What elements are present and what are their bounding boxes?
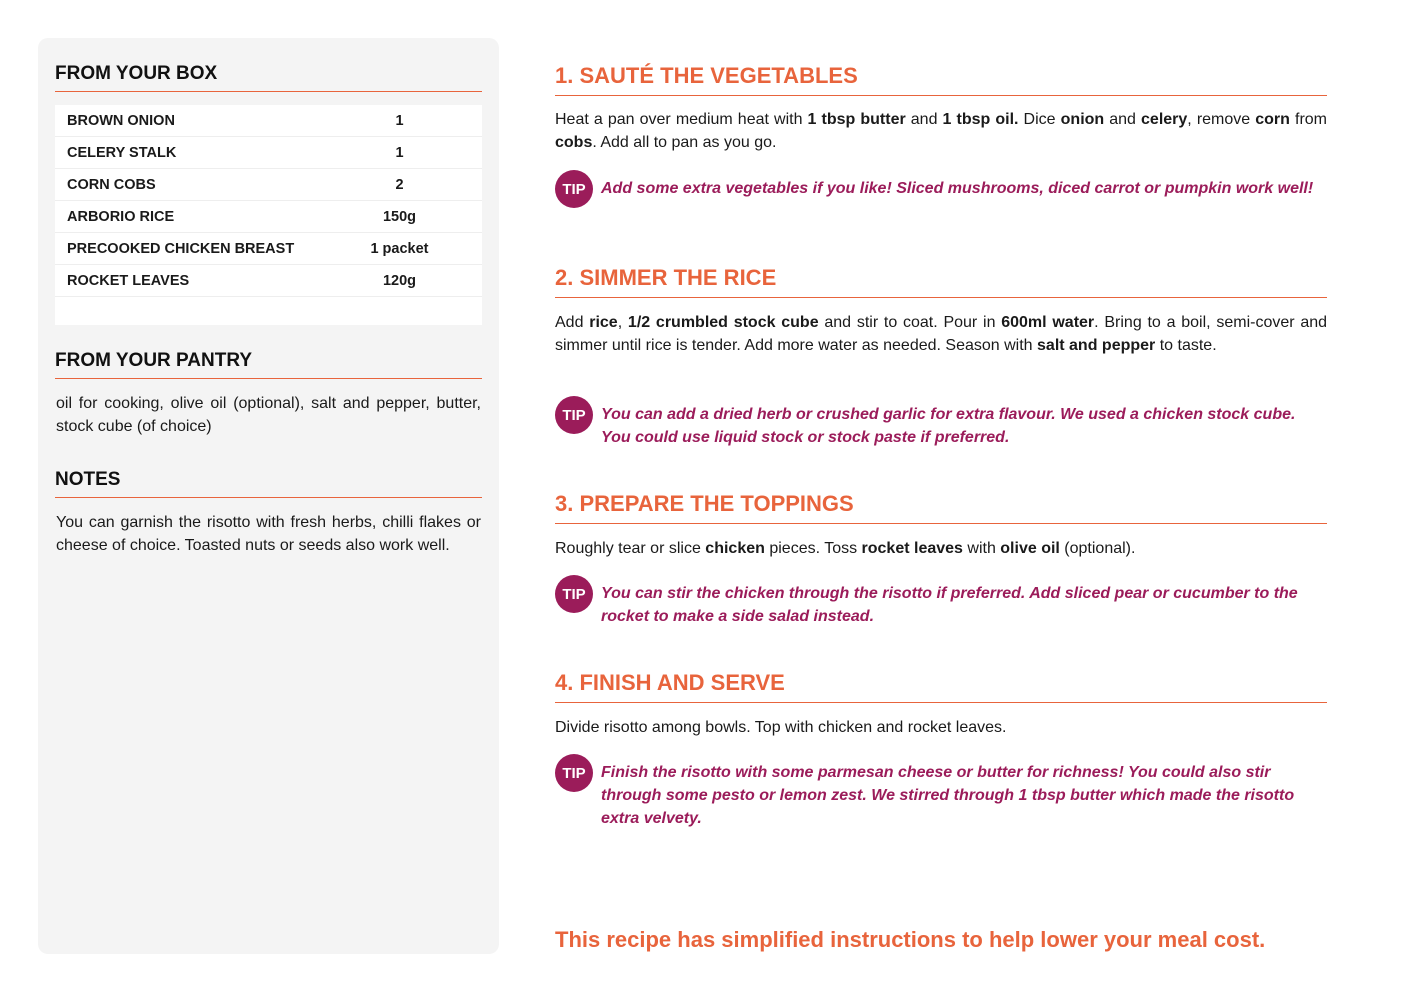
ingredient-row [55,169,482,201]
bold-term: 1/2 crumbled stock cube [627,314,819,331]
notes-title: NOTES [55,469,482,498]
from-your-pantry-title: FROM YOUR PANTRY [55,350,482,379]
bold-term: 1 tbsp oil. [942,111,1019,128]
ingredient-name: PRECOOKED CHICKEN BREAST [67,240,295,257]
ingredient-name: ARBORIO RICE [67,208,175,225]
step-3-title: 3. PREPARE THE TOPPINGS [555,491,1327,524]
ingredients-table [55,105,482,325]
ingredient-qty: 1 [395,112,404,129]
bold-term: cobs [555,134,593,151]
bold-term: corn [1255,111,1290,128]
tip-badge: TIP [555,396,593,434]
ingredient-row [55,105,482,137]
bold-term: rice [589,314,618,331]
tip-text: You can add a dried herb or crushed garlic for extra flavour. We used a chicken stock cube. You could use liquid stock or stock paste if preferred. [601,406,1296,446]
step-1-title: 1. SAUTÉ THE VEGETABLES [555,63,1327,96]
tip-text: Finish the risotto with some parmesan cheese or butter for richness! You could also stir through some pesto or lemon zest. We stirred through 1 tbsp butter which made the risotto extra velvety. [601,764,1295,827]
bold-term: onion [1060,111,1105,128]
ingredient-name: BROWN ONION [67,112,175,129]
tip-badge: TIP [555,754,593,792]
step-2-body: Add rice, 1/2 crumbled stock cube and stir to coat. Pour in 600ml water. Bring to a boil, semi-cover and simmer until rice is tender. Add more water as needed. Season with salt and pepper to taste. [555,314,1328,354]
ingredient-qty: 120g [382,272,417,289]
ingredients-panel [38,38,499,954]
ingredient-row [55,201,482,233]
tip-badge: TIP [555,575,593,613]
bold-term: celery [1141,111,1188,128]
step-1-body: Heat a pan over medium heat with 1 tbsp butter and 1 tbsp oil. Dice onion and celery, remove corn from cobs. Add all to pan as you go. [555,111,1327,151]
ingredient-name: ROCKET LEAVES [67,272,190,289]
bold-term: 600ml water [1001,314,1095,331]
ingredient-qty: 2 [395,176,404,193]
step-4-body: Divide risotto among bowls. Top with chicken and rocket leaves. [555,719,1007,736]
tip-text: You can stir the chicken through the risotto if preferred. Add sliced pear or cucumber to the rocket to make a side salad instead. [601,585,1298,625]
notes-text: You can garnish the risotto with fresh herbs, chilli flakes or cheese of choice. Toasted nuts or seeds also work well. [56,514,481,554]
bold-term: olive oil [1000,540,1060,557]
step-2-title: 2. SIMMER THE RICE [555,265,1327,298]
step-3-body: Roughly tear or slice chicken pieces. Toss rocket leaves with olive oil (optional). [555,540,1136,557]
bold-term: chicken [705,540,765,557]
bold-term: salt and pepper [1037,337,1156,354]
step-4-title: 4. FINISH AND SERVE [555,670,1327,703]
ingredient-qty: 1 [395,144,404,161]
bold-term: 1 tbsp butter [807,111,906,128]
ingredient-row [55,233,482,265]
pantry-text: oil for cooking, olive oil (optional), salt and pepper, butter, stock cube (of choice) [56,395,481,435]
tip-text: Add some extra vegetables if you like! Sliced mushrooms, diced carrot or pumpkin work well! [601,180,1314,197]
bold-term: rocket leaves [861,540,963,557]
ingredient-qty: 1 packet [370,240,429,257]
ingredient-name: CORN COBS [67,176,156,193]
tip-badge: TIP [555,170,593,208]
ingredient-row [55,137,482,169]
ingredient-qty: 150g [382,208,417,225]
ingredient-row [55,265,482,297]
ingredient-name: CELERY STALK [67,144,177,161]
footer-note: This recipe has simplified instructions to help lower your meal cost. [555,927,1266,952]
from-your-box-title: FROM YOUR BOX [55,63,482,92]
